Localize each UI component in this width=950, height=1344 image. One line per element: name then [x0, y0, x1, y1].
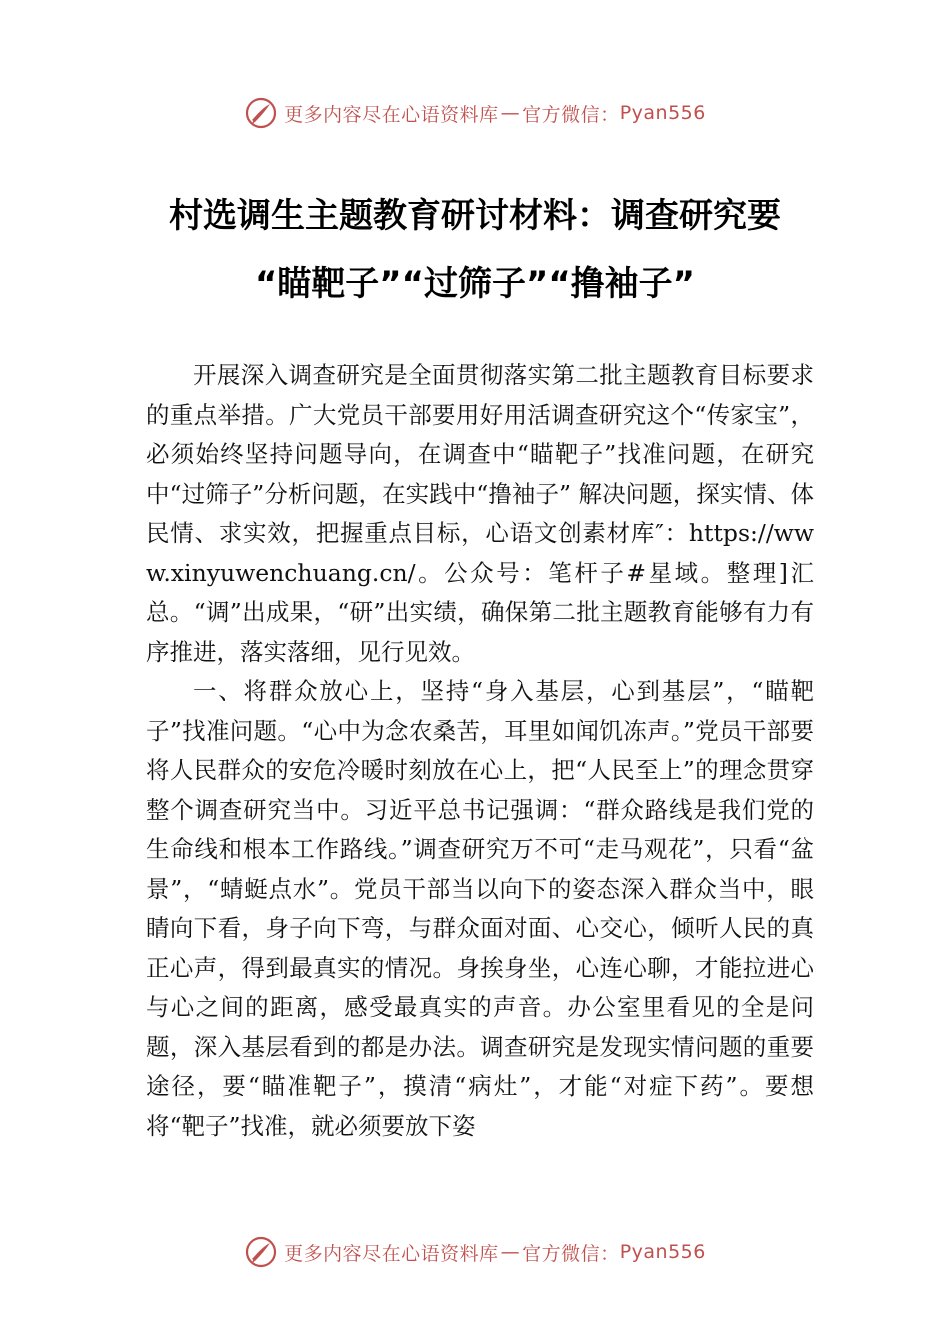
title-line-1: 村选调生主题教育研讨材料：调查研究要: [169, 196, 781, 236]
banner-text: 更多内容尽在心语资料库: [284, 103, 499, 126]
title-line-2: “瞄靶子”“过筛子”“撸袖子”: [254, 264, 696, 304]
paragraph-section-1: 一、将群众放心上，坚持“身入基层，心到基层”，“瞄靶子”找准问题。“心中为念农桑苦，耳里如闻饥冻声。”党员干部要将人民群众的安危冷暖时刻放在心上，把“人民至上”的理念贯穿整个调查研究当中。习近平总书记强调：“群众路线是我们党的生命线和根本工作路线。”调查研究万不可“走马观花”，只看“盆景”，“蜻蜓点水”。党员干部当以向下的姿态深入群众当中，眼睛向下看，身子向下弯，与群众面对面、心交心，倾听人民的真正心声，得到最真实的情况。身挨身坐，心连心聊，才能拉进心与心之间的距离，感受最真实的声音。办公室里看见的全是问题，深入基层看到的都是办法。调查研究是发现实情问题的重要途径，要“瞄准靶子”，摸清“病灶”，才能“对症下药”。要想将“靶子”找准，就必须要放下姿: [146, 677, 814, 1140]
header-banner: [0, 96, 950, 130]
footer-banner: [0, 1235, 950, 1269]
document-body: [146, 356, 814, 1146]
banner-text: 更多内容尽在心语资料库: [284, 1242, 499, 1265]
banner-wechat-id: Pyan556: [619, 102, 706, 124]
pen-logo-icon: [244, 96, 278, 130]
pen-logo-icon: [244, 1235, 278, 1269]
paragraph-intro: 开展深入调查研究是全面贯彻落实第二批主题教育目标要求的重点举措。广大党员干部要用好用活调查研究这个“传家宝”，必须始终坚持问题导向，在调查中“瞄靶子”找准问题，在研究中“过筛子”分析问题，在实践中“撸袖子” 解决问题，探实情、体民情、求实效，把握重点目标，心语文创素材库″：https://www.xinyuwenchuang.cn/。公众号：笔杆子#星域。整理]汇总。“调”出成果，“研”出实绩，确保第二批主题教育能够有力有序推进，落实落细，见行见效。: [146, 361, 814, 666]
banner-wechat-label: 官方微信：: [522, 103, 620, 126]
banner-wechat-id: Pyan556: [619, 1241, 706, 1263]
banner-wechat-label: 官方微信：: [522, 1242, 620, 1265]
banner-separator: —: [500, 102, 521, 124]
document-title: [0, 182, 950, 318]
banner-separator: —: [500, 1241, 521, 1263]
